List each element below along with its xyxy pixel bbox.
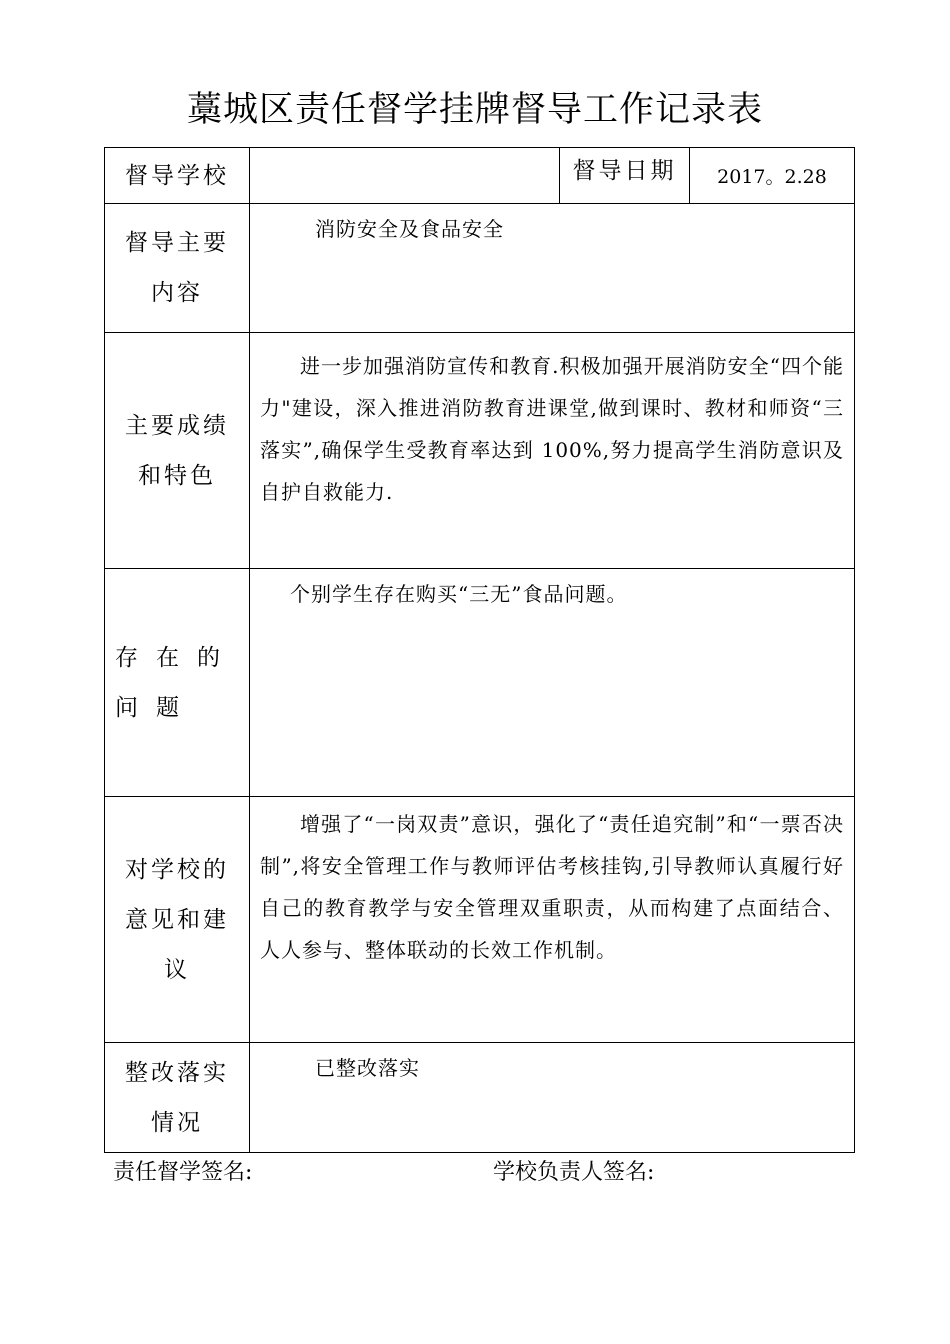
school-value — [250, 148, 560, 204]
record-table — [104, 147, 855, 1153]
rectification-label — [105, 1043, 250, 1153]
problems-value-cell — [250, 569, 855, 797]
row-rectification — [105, 1043, 855, 1153]
row-problems — [105, 569, 855, 797]
content-label-text: 督导主要内容 — [125, 230, 229, 306]
school-label: 督导学校 — [105, 148, 250, 204]
supervisor-signature-label: 责任督学签名: — [113, 1160, 253, 1185]
achievements-value: 进一步加强消防宣传和教育.积极加强开展消防安全“四个能力"建设，深入推进消防教育进课堂,做到课时、教材和师资“三落实”,确保学生受教育率达到 100%,努力提高学生消防意识及自护自救能力. — [260, 354, 844, 504]
achievements-value-cell — [250, 333, 855, 569]
content-value-cell — [250, 204, 855, 333]
content-label — [105, 204, 250, 333]
suggestions-label-text: 对学校的意见和建议 — [125, 856, 229, 983]
principal-signature-label: 学校负责人签名: — [493, 1160, 655, 1185]
suggestions-value: 增强了“一岗双责”意识，强化了“责任追究制”和“一票否决制”,将安全管理工作与教师评估考核挂钩,引导教师认真履行好自己的教育教学与安全管理双重职责，从而构建了点面结合、人人参与、整体联动的长效工作机制。 — [260, 812, 844, 962]
date-value: 2017。2.28 — [690, 148, 855, 204]
achievements-label — [105, 333, 250, 569]
suggestions-label — [105, 797, 250, 1043]
row-achievements — [105, 333, 855, 569]
rectification-value: 已整改落实 — [315, 1056, 420, 1080]
page-title: 藁城区责任督学挂牌督导工作记录表 — [186, 90, 763, 130]
row-content — [105, 204, 855, 333]
problems-value: 个别学生存在购买“三无”食品问题。 — [290, 582, 628, 606]
date-label: 督导日期 — [560, 148, 690, 204]
content-value: 消防安全及食品安全 — [315, 217, 504, 241]
row-school-date — [105, 148, 855, 204]
problems-label-text: 存在的问题 — [115, 644, 238, 721]
problems-label — [105, 569, 250, 797]
row-suggestions — [105, 797, 855, 1043]
rectification-value-cell — [250, 1043, 855, 1153]
achievements-label-text: 主要成绩和特色 — [125, 412, 229, 489]
rectification-label-text: 整改落实情况 — [125, 1059, 229, 1136]
suggestions-value-cell — [250, 797, 855, 1043]
